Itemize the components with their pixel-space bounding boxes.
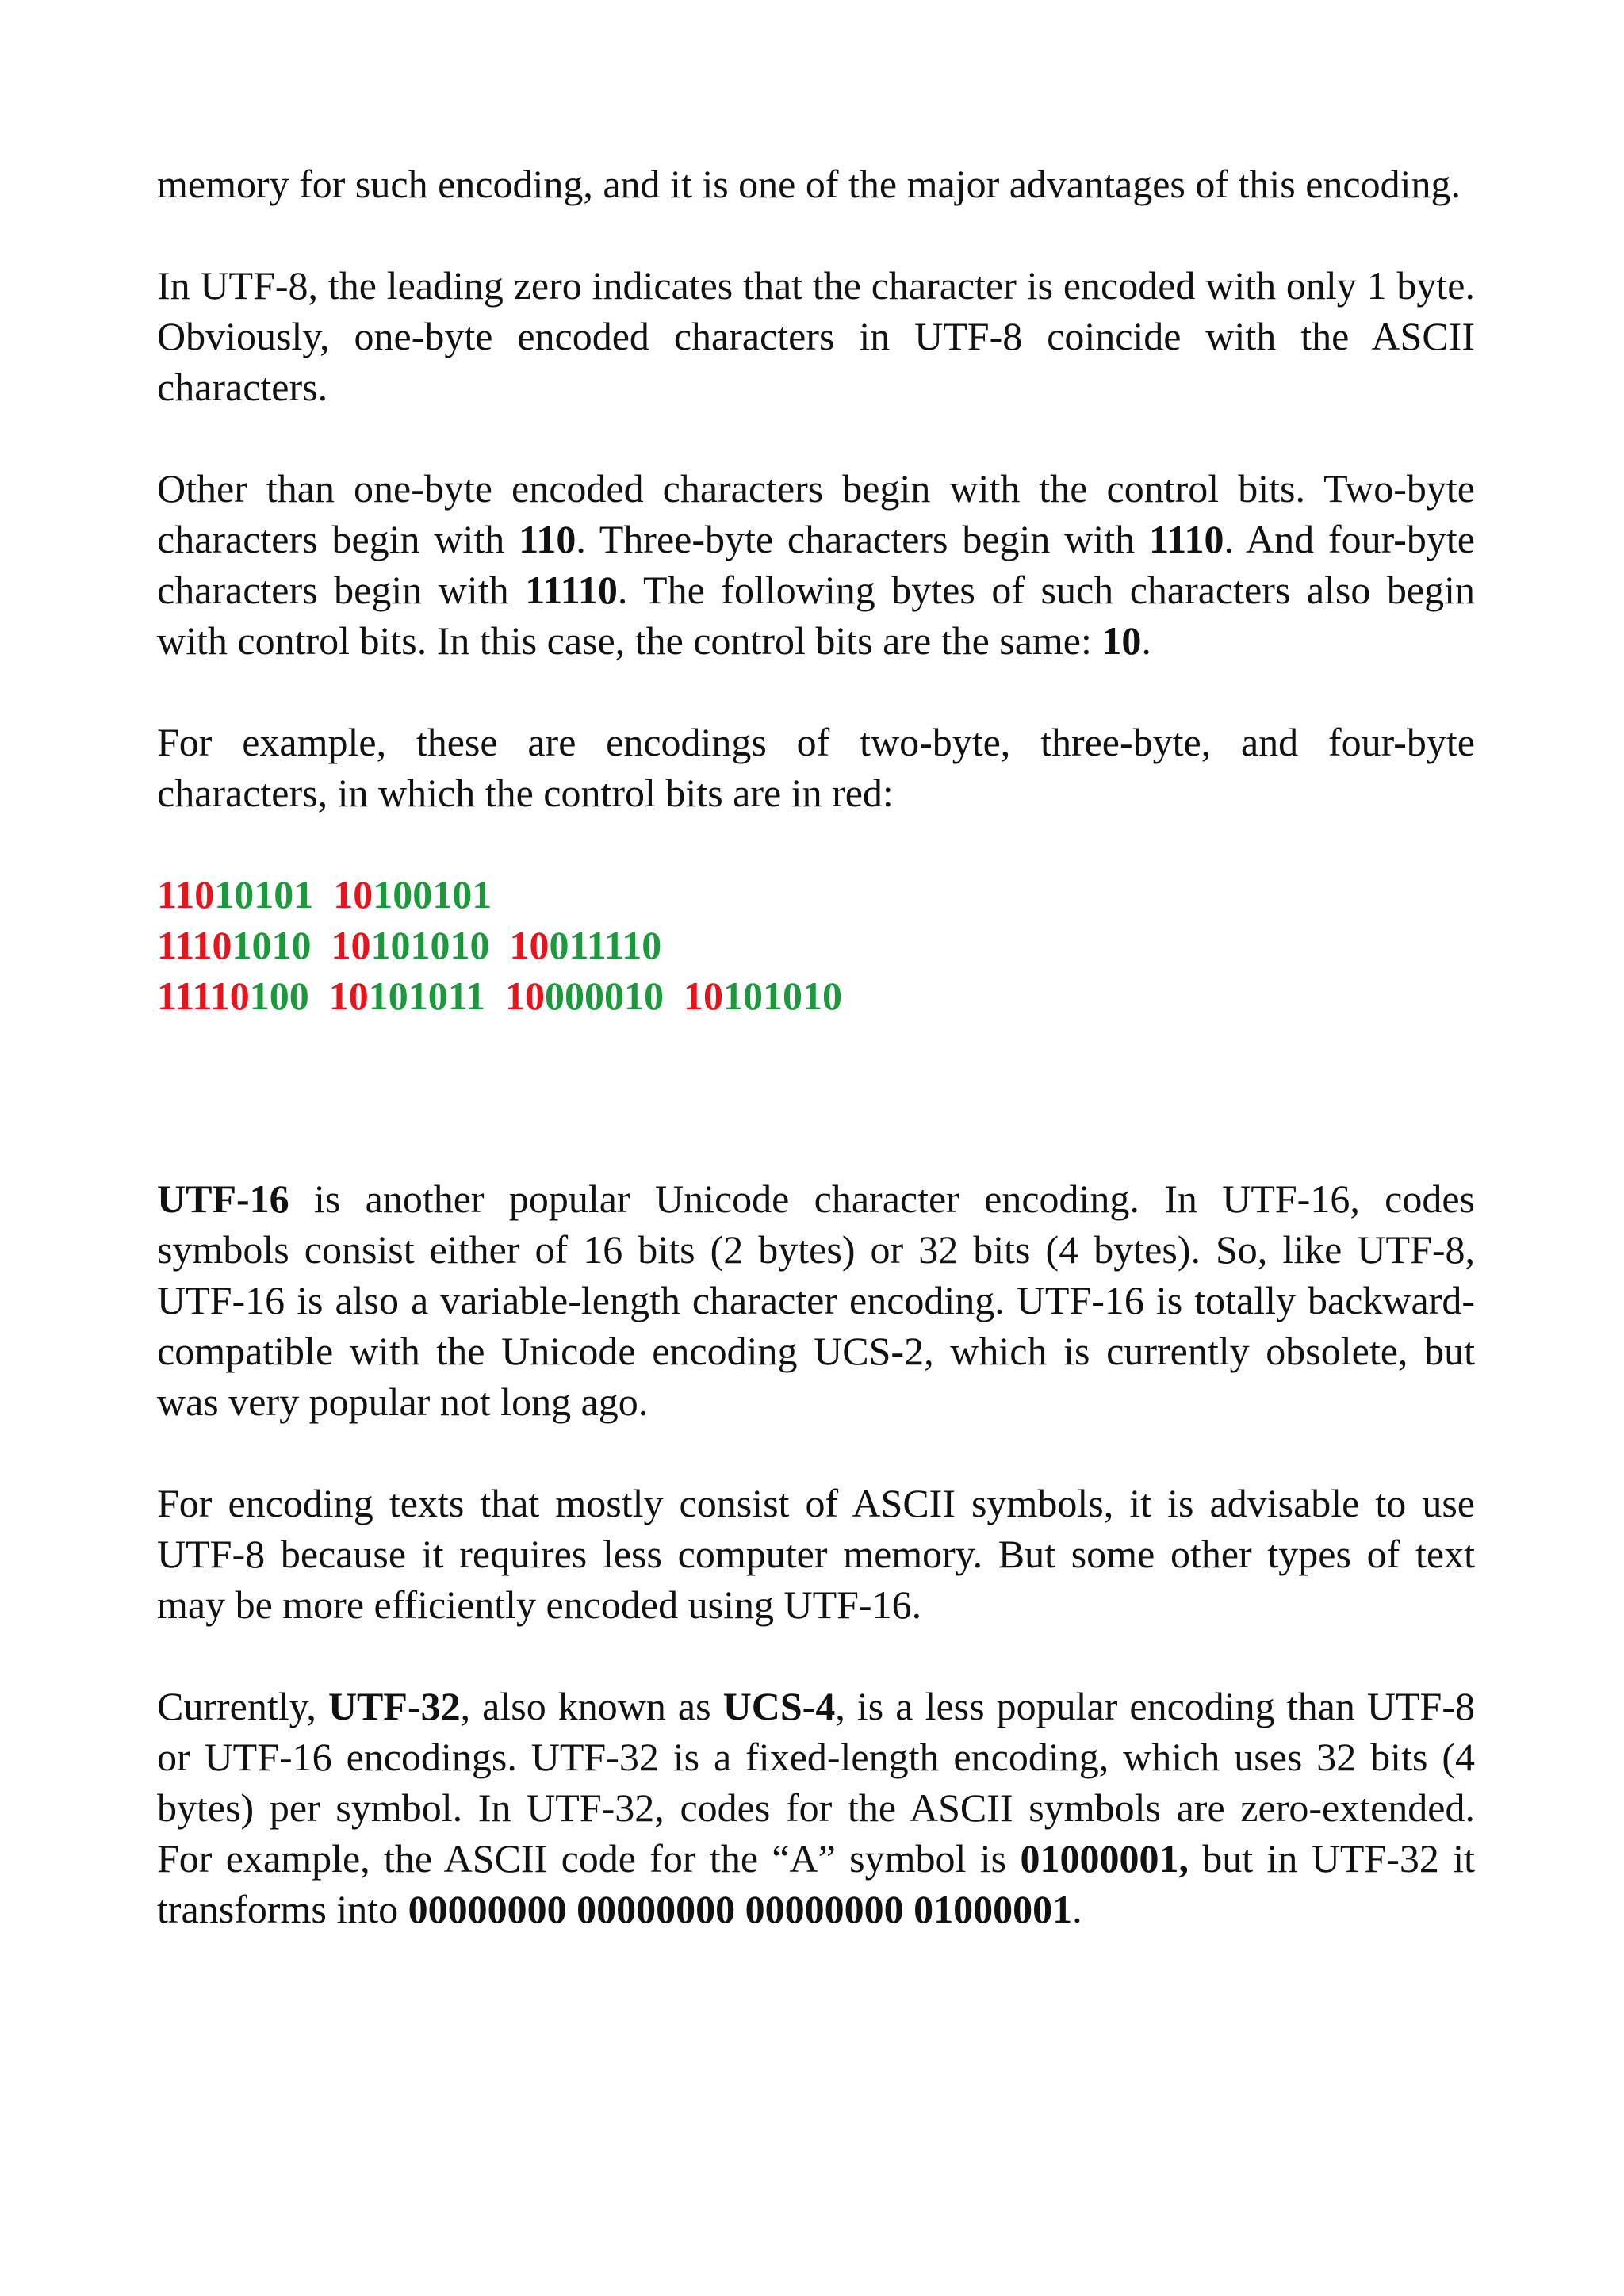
text: , is a less popular encoding than UTF-8 or UTF-16 encodings. UTF-32 is a fixed-length encoding, which uses 32 bits (4 bytes) per symbol. In UTF-32, codes for the ASCII symbols are zero-extended. For example, the ASCII code for the “A” symbol is [157, 1684, 1475, 1881]
bold-utf16: UTF-16 [157, 1177, 289, 1221]
data-bits: 101010 [370, 923, 490, 967]
bit-row-three-byte [157, 920, 1475, 970]
text: . Three-byte characters begin with [576, 517, 1149, 561]
text: Other than one-byte encoded characters begin with the control bits. Two-byte characters begin with [157, 466, 1475, 561]
data-bits: 100 [249, 974, 309, 1018]
control-bits: 10 [504, 974, 545, 1018]
control-bits: 10 [331, 923, 371, 967]
control-bits: 110 [157, 872, 215, 916]
paragraph-memory-advantage: memory for such encoding, and it is one of the major advantages of this encoding. [157, 162, 1461, 206]
control-bits: 10 [683, 974, 723, 1018]
control-bits: 1110 [157, 923, 232, 967]
bold-1110: 1110 [1148, 517, 1224, 561]
data-bits: 100101 [373, 872, 492, 916]
paragraph-utf8-vs-utf16: For encoding texts that mostly consist of ASCII symbols, it is advisable to use UTF-8 because it requires less computer memory. But some other types of text may be more efficiently encoded using UTF-16. [157, 1481, 1475, 1627]
paragraph-utf8-leading-zero: In UTF-8, the leading zero indicates that the character is encoded with only 1 byte. Obviously, one-byte encoded characters in UTF-8 coincide with the ASCII characters. [157, 263, 1475, 409]
text: but in UTF-32 it transforms into [157, 1836, 1475, 1931]
text: . [1072, 1887, 1082, 1931]
paragraph-utf16 [157, 1173, 1475, 1427]
text: , also known as [460, 1684, 723, 1728]
data-bits: 011110 [549, 923, 662, 967]
bold-ascii-a-code: 01000001, [1020, 1836, 1189, 1881]
text: is another popular Unicode character encoding. In UTF-16, codes symbols consist either of 16 bits (2 bytes) or 32 bits (4 bytes). So, like UTF-8, UTF-16 is also a variable-length character encoding. UTF-16 is totally backward-compatible with the Unicode encoding UCS-2, which is currently obsolete, but was very popular not long ago. [157, 1177, 1475, 1424]
bold-utf32: UTF-32 [327, 1684, 461, 1728]
bold-utf32-a-code: 00000000 00000000 00000000 01000001 [408, 1887, 1073, 1931]
data-bits: 101010 [722, 974, 842, 1018]
bit-examples [157, 869, 1475, 1021]
data-bits: 101011 [368, 974, 485, 1018]
text: Currently, [157, 1684, 328, 1728]
paragraph-utf32 [157, 1681, 1475, 1934]
paragraph-control-bits [157, 463, 1475, 666]
text: . [1141, 618, 1151, 663]
text: . And four-byte characters begin with [157, 517, 1475, 612]
data-bits: 000010 [544, 974, 664, 1018]
data-bits: 1010 [232, 923, 312, 967]
bold-11110: 11110 [525, 568, 618, 612]
document-page [157, 159, 1475, 1985]
bold-10: 10 [1101, 618, 1142, 663]
control-bits: 10 [333, 872, 373, 916]
bold-ucs4: UCS-4 [722, 1684, 836, 1728]
paragraph-example-intro: For example, these are encodings of two-byte, three-byte, and four-byte characters, in which the control bits are in red: [157, 720, 1475, 815]
bit-row-two-byte [157, 869, 1475, 920]
control-bits: 10 [509, 923, 550, 967]
bold-110: 110 [519, 517, 576, 561]
control-bits: 11110 [157, 974, 250, 1018]
spacer [157, 1021, 1475, 1173]
data-bits: 10101 [214, 872, 314, 916]
bit-row-four-byte [157, 970, 1475, 1021]
text: . The following bytes of such characters also begin with control bits. In this case, the control bits are the same: [157, 568, 1475, 663]
control-bits: 10 [328, 974, 369, 1018]
